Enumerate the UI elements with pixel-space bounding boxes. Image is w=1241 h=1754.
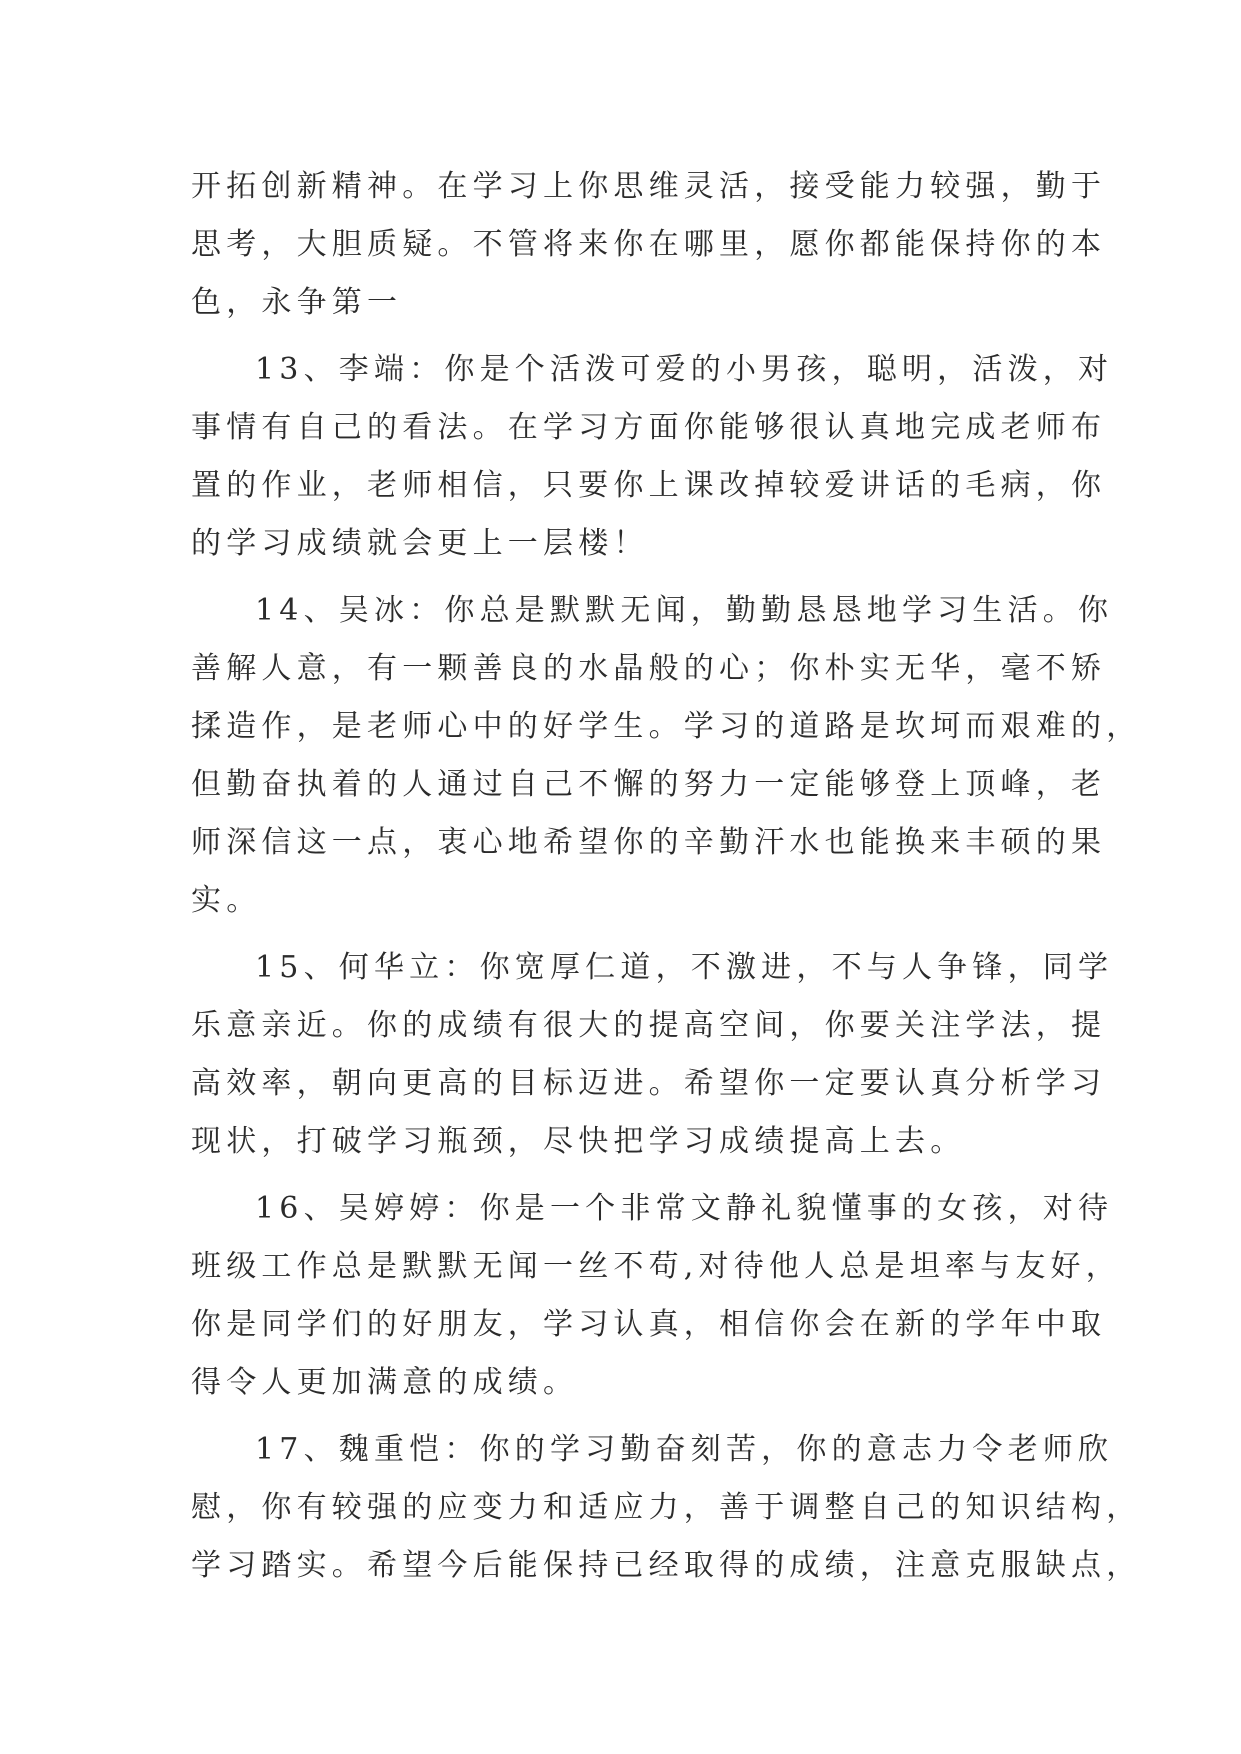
paragraph-continued bbox=[191, 158, 1107, 332]
text-line: 开拓创新精神。在学习上你思维灵活，接受能力较强，勤于 bbox=[191, 169, 1107, 204]
text-line: 班级工作总是默默无闻一丝不苟,对待他人总是坦率与友好， bbox=[191, 1249, 1121, 1284]
text-line: 你是同学们的好朋友，学习认真，相信你会在新的学年中取 bbox=[191, 1307, 1107, 1342]
text-line: 置的作业，老师相信，只要你上课改掉较爱讲话的毛病，你 bbox=[191, 468, 1107, 503]
text-line: 高效率，朝向更高的目标迈进。希望你一定要认真分析学习 bbox=[191, 1066, 1107, 1101]
text-line: 色，永争第一 bbox=[191, 285, 403, 320]
text-line: 14、吴冰：你总是默默无闻，勤勤恳恳地学习生活。你 bbox=[255, 593, 1114, 628]
paragraph-comment-15 bbox=[191, 939, 1114, 1171]
text-line: 思考，大胆质疑。不管将来你在哪里，愿你都能保持你的本 bbox=[191, 227, 1107, 262]
text-line: 事情有自己的看法。在学习方面你能够很认真地完成老师布 bbox=[191, 410, 1107, 445]
text-line: 17、魏重恺：你的学习勤奋刻苦，你的意志力令老师欣 bbox=[255, 1432, 1114, 1467]
text-line: 得令人更加满意的成绩。 bbox=[191, 1365, 579, 1400]
text-line: 学习踏实。希望今后能保持已经取得的成绩，注意克服缺点， bbox=[191, 1548, 1142, 1583]
text-line: 13、李端：你是个活泼可爱的小男孩，聪明，活泼，对 bbox=[255, 352, 1114, 387]
text-line: 的学习成绩就会更上一层楼！ bbox=[191, 526, 649, 561]
paragraph-comment-16 bbox=[191, 1180, 1121, 1412]
paragraph-comment-17 bbox=[191, 1421, 1142, 1595]
text-line: 15、何华立：你宽厚仁道，不激进，不与人争锋，同学 bbox=[255, 950, 1114, 985]
text-line: 现状，打破学习瓶颈，尽快把学习成绩提高上去。 bbox=[191, 1124, 966, 1159]
text-line: 但勤奋执着的人通过自己不懈的努力一定能够登上顶峰，老 bbox=[191, 767, 1107, 802]
text-line: 善解人意，有一颗善良的水晶般的心；你朴实无华，毫不矫 bbox=[191, 651, 1107, 686]
text-line: 实。 bbox=[191, 883, 262, 918]
text-line: 揉造作，是老师心中的好学生。学习的道路是坎坷而艰难的， bbox=[191, 709, 1142, 744]
paragraph-comment-14 bbox=[191, 582, 1142, 930]
text-line: 乐意亲近。你的成绩有很大的提高空间，你要关注学法，提 bbox=[191, 1008, 1107, 1043]
text-line: 16、吴婷婷：你是一个非常文静礼貌懂事的女孩，对待 bbox=[255, 1191, 1114, 1226]
text-line: 师深信这一点，衷心地希望你的辛勤汗水也能换来丰硕的果 bbox=[191, 825, 1107, 860]
paragraph-comment-13 bbox=[191, 341, 1114, 573]
text-line: 慰，你有较强的应变力和适应力，善于调整自己的知识结构， bbox=[191, 1490, 1142, 1525]
document-body bbox=[191, 158, 1142, 1604]
